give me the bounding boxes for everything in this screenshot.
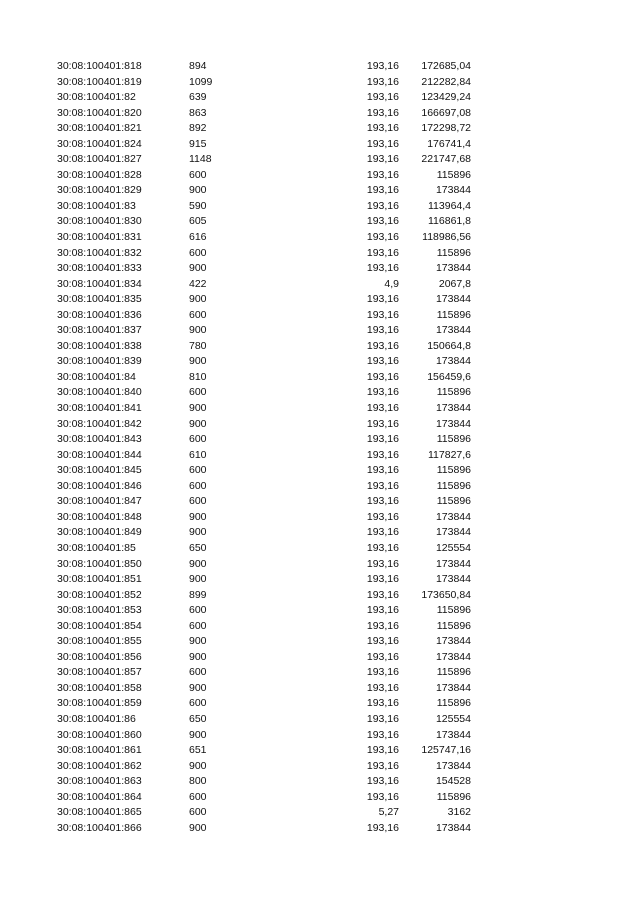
spreadsheet-table bbox=[0, 59, 640, 836]
cadastral-number-cell: 30:08:100401:857 bbox=[57, 666, 142, 679]
cadastral-number-cell: 30:08:100401:847 bbox=[57, 495, 142, 508]
table-row bbox=[0, 479, 640, 495]
table-row bbox=[0, 557, 640, 573]
rate-cell: 193,16 bbox=[366, 821, 399, 834]
cadastral-number-cell: 30:08:100401:829 bbox=[57, 184, 142, 197]
cadastral-number-cell: 30:08:100401:83 bbox=[57, 199, 136, 212]
rate-cell: 193,16 bbox=[366, 541, 399, 554]
area-cell: 590 bbox=[189, 199, 207, 212]
table-row bbox=[0, 790, 640, 806]
area-cell: 600 bbox=[189, 433, 207, 446]
total-cell: 115896 bbox=[436, 697, 471, 710]
table-row bbox=[0, 525, 640, 541]
total-cell: 173650,84 bbox=[421, 588, 471, 601]
table-row bbox=[0, 665, 640, 681]
rate-cell: 193,16 bbox=[366, 588, 399, 601]
cadastral-number-cell: 30:08:100401:845 bbox=[57, 464, 142, 477]
table-row bbox=[0, 370, 640, 386]
cadastral-number-cell: 30:08:100401:860 bbox=[57, 728, 142, 741]
cadastral-number-cell: 30:08:100401:866 bbox=[57, 821, 142, 834]
cadastral-number-cell: 30:08:100401:854 bbox=[57, 619, 142, 632]
cadastral-number-cell: 30:08:100401:848 bbox=[57, 510, 142, 523]
rate-cell: 193,16 bbox=[366, 744, 399, 757]
area-cell: 899 bbox=[189, 588, 207, 601]
rate-cell: 193,16 bbox=[366, 262, 399, 275]
table-row bbox=[0, 308, 640, 324]
cadastral-number-cell: 30:08:100401:820 bbox=[57, 106, 142, 119]
total-cell: 125554 bbox=[435, 541, 471, 554]
area-cell: 900 bbox=[189, 510, 207, 523]
table-row bbox=[0, 650, 640, 666]
rate-cell: 193,16 bbox=[366, 775, 399, 788]
total-cell: 115896 bbox=[436, 308, 471, 321]
cadastral-number-cell: 30:08:100401:827 bbox=[57, 153, 142, 166]
total-cell: 115896 bbox=[436, 246, 471, 259]
rate-cell: 193,16 bbox=[366, 339, 399, 352]
total-cell: 173844 bbox=[435, 262, 471, 275]
total-cell: 115896 bbox=[436, 790, 471, 803]
area-cell: 651 bbox=[189, 744, 207, 757]
area-cell: 900 bbox=[189, 402, 207, 415]
cadastral-number-cell: 30:08:100401:852 bbox=[57, 588, 142, 601]
table-row bbox=[0, 246, 640, 262]
rate-cell: 193,16 bbox=[366, 402, 399, 415]
cadastral-number-cell: 30:08:100401:855 bbox=[57, 635, 142, 648]
table-row bbox=[0, 199, 640, 215]
rate-cell: 193,16 bbox=[366, 448, 399, 461]
rate-cell: 193,16 bbox=[366, 510, 399, 523]
total-cell: 115896 bbox=[436, 433, 471, 446]
rate-cell: 193,16 bbox=[366, 728, 399, 741]
area-cell: 900 bbox=[189, 821, 207, 834]
rate-cell: 193,16 bbox=[366, 712, 399, 725]
total-cell: 173844 bbox=[435, 557, 471, 570]
table-row bbox=[0, 323, 640, 339]
table-row bbox=[0, 214, 640, 230]
rate-cell: 193,16 bbox=[366, 184, 399, 197]
table-row bbox=[0, 75, 640, 91]
table-row bbox=[0, 261, 640, 277]
area-cell: 600 bbox=[189, 666, 207, 679]
total-cell: 115896 bbox=[436, 479, 471, 492]
cadastral-number-cell: 30:08:100401:840 bbox=[57, 386, 142, 399]
rate-cell: 193,16 bbox=[366, 604, 399, 617]
table-row bbox=[0, 743, 640, 759]
total-cell: 173844 bbox=[435, 821, 471, 834]
table-row bbox=[0, 448, 640, 464]
rate-cell: 193,16 bbox=[366, 790, 399, 803]
area-cell: 894 bbox=[189, 60, 207, 72]
rate-cell: 193,16 bbox=[366, 557, 399, 570]
cadastral-number-cell: 30:08:100401:821 bbox=[57, 122, 142, 135]
cadastral-number-cell: 30:08:100401:864 bbox=[57, 790, 142, 803]
cadastral-number-cell: 30:08:100401:824 bbox=[57, 137, 142, 150]
total-cell: 176741,4 bbox=[427, 137, 471, 150]
rate-cell: 193,16 bbox=[366, 759, 399, 772]
area-cell: 600 bbox=[189, 790, 207, 803]
rate-cell: 193,16 bbox=[366, 355, 399, 368]
area-cell: 600 bbox=[189, 619, 207, 632]
area-cell: 863 bbox=[189, 106, 207, 119]
cadastral-number-cell: 30:08:100401:842 bbox=[57, 417, 142, 430]
total-cell: 173844 bbox=[435, 355, 471, 368]
table-row bbox=[0, 494, 640, 510]
total-cell: 115896 bbox=[436, 619, 471, 632]
total-cell: 123429,24 bbox=[421, 91, 471, 104]
cadastral-number-cell: 30:08:100401:841 bbox=[57, 402, 142, 415]
area-cell: 800 bbox=[189, 775, 207, 788]
area-cell: 900 bbox=[189, 417, 207, 430]
total-cell: 173844 bbox=[435, 184, 471, 197]
rate-cell: 193,16 bbox=[366, 122, 399, 135]
total-cell: 172685,04 bbox=[421, 60, 471, 72]
rate-cell: 193,16 bbox=[366, 495, 399, 508]
total-cell: 115896 bbox=[436, 464, 471, 477]
table-row bbox=[0, 277, 640, 293]
total-cell: 115896 bbox=[436, 604, 471, 617]
rate-cell: 193,16 bbox=[366, 199, 399, 212]
area-cell: 1148 bbox=[189, 153, 212, 166]
table-row bbox=[0, 417, 640, 433]
area-cell: 900 bbox=[189, 681, 207, 694]
rate-cell: 193,16 bbox=[366, 635, 399, 648]
cadastral-number-cell: 30:08:100401:832 bbox=[57, 246, 142, 259]
table-row bbox=[0, 572, 640, 588]
rate-cell: 193,16 bbox=[366, 697, 399, 710]
cadastral-number-cell: 30:08:100401:863 bbox=[57, 775, 142, 788]
cadastral-number-cell: 30:08:100401:86 bbox=[57, 712, 136, 725]
cadastral-number-cell: 30:08:100401:861 bbox=[57, 744, 142, 757]
table-row bbox=[0, 805, 640, 821]
total-cell: 173844 bbox=[435, 681, 471, 694]
cadastral-number-cell: 30:08:100401:856 bbox=[57, 650, 142, 663]
table-row bbox=[0, 712, 640, 728]
area-cell: 600 bbox=[189, 246, 207, 259]
area-cell: 650 bbox=[189, 541, 207, 554]
area-cell: 600 bbox=[189, 604, 207, 617]
cadastral-number-cell: 30:08:100401:858 bbox=[57, 681, 142, 694]
cadastral-number-cell: 30:08:100401:818 bbox=[57, 60, 142, 72]
table-row bbox=[0, 432, 640, 448]
rate-cell: 193,16 bbox=[366, 91, 399, 104]
rate-cell: 193,16 bbox=[366, 106, 399, 119]
table-row bbox=[0, 137, 640, 153]
total-cell: 173844 bbox=[435, 635, 471, 648]
cadastral-number-cell: 30:08:100401:836 bbox=[57, 308, 142, 321]
table-row bbox=[0, 230, 640, 246]
rate-cell: 193,16 bbox=[366, 681, 399, 694]
table-row bbox=[0, 183, 640, 199]
area-cell: 600 bbox=[189, 495, 207, 508]
total-cell: 221747,68 bbox=[421, 153, 471, 166]
area-cell: 650 bbox=[189, 712, 207, 725]
table-row bbox=[0, 728, 640, 744]
rate-cell: 193,16 bbox=[366, 153, 399, 166]
area-cell: 915 bbox=[189, 137, 207, 150]
table-row bbox=[0, 759, 640, 775]
rate-cell: 4,9 bbox=[384, 277, 399, 290]
total-cell: 2067,8 bbox=[438, 277, 471, 290]
table-row bbox=[0, 339, 640, 355]
cadastral-number-cell: 30:08:100401:834 bbox=[57, 277, 142, 290]
area-cell: 900 bbox=[189, 262, 207, 275]
total-cell: 125747,16 bbox=[421, 744, 471, 757]
cadastral-number-cell: 30:08:100401:831 bbox=[57, 231, 142, 244]
rate-cell: 193,16 bbox=[366, 619, 399, 632]
cadastral-number-cell: 30:08:100401:843 bbox=[57, 433, 142, 446]
rate-cell: 193,16 bbox=[366, 215, 399, 228]
rate-cell: 193,16 bbox=[366, 650, 399, 663]
rate-cell: 193,16 bbox=[366, 308, 399, 321]
cadastral-number-cell: 30:08:100401:819 bbox=[57, 75, 142, 88]
table-row bbox=[0, 603, 640, 619]
cadastral-number-cell: 30:08:100401:835 bbox=[57, 293, 142, 306]
cadastral-number-cell: 30:08:100401:844 bbox=[57, 448, 142, 461]
total-cell: 125554 bbox=[435, 712, 471, 725]
cadastral-number-cell: 30:08:100401:853 bbox=[57, 604, 142, 617]
area-cell: 900 bbox=[189, 635, 207, 648]
rate-cell: 5,27 bbox=[378, 806, 399, 819]
total-cell: 173844 bbox=[435, 573, 471, 586]
cadastral-number-cell: 30:08:100401:837 bbox=[57, 324, 142, 337]
area-cell: 600 bbox=[189, 697, 207, 710]
table-row bbox=[0, 619, 640, 635]
table-row bbox=[0, 106, 640, 122]
cadastral-number-cell: 30:08:100401:828 bbox=[57, 168, 142, 181]
area-cell: 900 bbox=[189, 573, 207, 586]
rate-cell: 193,16 bbox=[366, 60, 399, 72]
area-cell: 892 bbox=[189, 122, 207, 135]
total-cell: 115896 bbox=[436, 168, 471, 181]
total-cell: 154528 bbox=[435, 775, 471, 788]
table-row bbox=[0, 354, 640, 370]
area-cell: 900 bbox=[189, 293, 207, 306]
area-cell: 600 bbox=[189, 168, 207, 181]
rate-cell: 193,16 bbox=[366, 417, 399, 430]
area-cell: 610 bbox=[189, 448, 207, 461]
table-row bbox=[0, 696, 640, 712]
total-cell: 173844 bbox=[435, 324, 471, 337]
total-cell: 113964,4 bbox=[427, 199, 471, 212]
total-cell: 212282,84 bbox=[421, 75, 471, 88]
rate-cell: 193,16 bbox=[366, 386, 399, 399]
area-cell: 605 bbox=[189, 215, 207, 228]
cadastral-number-cell: 30:08:100401:839 bbox=[57, 355, 142, 368]
total-cell: 172298,72 bbox=[421, 122, 471, 135]
table-row bbox=[0, 541, 640, 557]
total-cell: 115896 bbox=[436, 386, 471, 399]
area-cell: 900 bbox=[189, 650, 207, 663]
total-cell: 173844 bbox=[435, 402, 471, 415]
rate-cell: 193,16 bbox=[366, 231, 399, 244]
area-cell: 900 bbox=[189, 324, 207, 337]
rate-cell: 193,16 bbox=[366, 370, 399, 383]
table-row bbox=[0, 401, 640, 417]
table-row bbox=[0, 385, 640, 401]
rate-cell: 193,16 bbox=[366, 75, 399, 88]
total-cell: 116861,8 bbox=[427, 215, 471, 228]
table-row bbox=[0, 510, 640, 526]
rate-cell: 193,16 bbox=[366, 573, 399, 586]
total-cell: 173844 bbox=[435, 759, 471, 772]
table-row bbox=[0, 463, 640, 479]
table-row bbox=[0, 681, 640, 697]
total-cell: 115896 bbox=[436, 666, 471, 679]
area-cell: 600 bbox=[189, 386, 207, 399]
total-cell: 118986,56 bbox=[422, 231, 471, 244]
cadastral-number-cell: 30:08:100401:85 bbox=[57, 541, 136, 554]
cadastral-number-cell: 30:08:100401:850 bbox=[57, 557, 142, 570]
total-cell: 156459,6 bbox=[427, 370, 471, 383]
cadastral-number-cell: 30:08:100401:862 bbox=[57, 759, 142, 772]
total-cell: 150664,8 bbox=[427, 339, 471, 352]
table-row bbox=[0, 168, 640, 184]
total-cell: 117827,6 bbox=[427, 448, 471, 461]
rate-cell: 193,16 bbox=[366, 293, 399, 306]
total-cell: 173844 bbox=[435, 293, 471, 306]
table-row bbox=[0, 634, 640, 650]
cadastral-number-cell: 30:08:100401:82 bbox=[57, 91, 136, 104]
area-cell: 900 bbox=[189, 728, 207, 741]
rate-cell: 193,16 bbox=[366, 526, 399, 539]
table-row bbox=[0, 292, 640, 308]
total-cell: 3162 bbox=[447, 806, 471, 819]
area-cell: 616 bbox=[189, 231, 207, 244]
total-cell: 173844 bbox=[435, 510, 471, 523]
cadastral-number-cell: 30:08:100401:830 bbox=[57, 215, 142, 228]
rate-cell: 193,16 bbox=[366, 324, 399, 337]
cadastral-number-cell: 30:08:100401:84 bbox=[57, 370, 136, 383]
rate-cell: 193,16 bbox=[366, 137, 399, 150]
cadastral-number-cell: 30:08:100401:838 bbox=[57, 339, 142, 352]
table-row bbox=[0, 588, 640, 604]
table-row bbox=[0, 121, 640, 137]
total-cell: 173844 bbox=[435, 417, 471, 430]
area-cell: 810 bbox=[189, 370, 207, 383]
total-cell: 115896 bbox=[436, 495, 471, 508]
table-row bbox=[0, 774, 640, 790]
table-row bbox=[0, 821, 640, 837]
area-cell: 900 bbox=[189, 759, 207, 772]
area-cell: 900 bbox=[189, 355, 207, 368]
area-cell: 900 bbox=[189, 557, 207, 570]
area-cell: 600 bbox=[189, 479, 207, 492]
rate-cell: 193,16 bbox=[366, 246, 399, 259]
cadastral-number-cell: 30:08:100401:859 bbox=[57, 697, 142, 710]
rate-cell: 193,16 bbox=[366, 464, 399, 477]
area-cell: 639 bbox=[189, 91, 207, 104]
area-cell: 422 bbox=[189, 277, 207, 290]
area-cell: 900 bbox=[189, 526, 207, 539]
cadastral-number-cell: 30:08:100401:846 bbox=[57, 479, 142, 492]
table-row bbox=[0, 59, 640, 75]
area-cell: 900 bbox=[189, 184, 207, 197]
rate-cell: 193,16 bbox=[366, 666, 399, 679]
cadastral-number-cell: 30:08:100401:865 bbox=[57, 806, 142, 819]
table-row bbox=[0, 152, 640, 168]
rate-cell: 193,16 bbox=[366, 479, 399, 492]
area-cell: 780 bbox=[189, 339, 207, 352]
table-row bbox=[0, 90, 640, 106]
rate-cell: 193,16 bbox=[366, 433, 399, 446]
cadastral-number-cell: 30:08:100401:851 bbox=[57, 573, 142, 586]
cadastral-number-cell: 30:08:100401:849 bbox=[57, 526, 142, 539]
total-cell: 173844 bbox=[435, 650, 471, 663]
area-cell: 600 bbox=[189, 464, 207, 477]
cadastral-number-cell: 30:08:100401:833 bbox=[57, 262, 142, 275]
area-cell: 600 bbox=[189, 308, 207, 321]
area-cell: 600 bbox=[189, 806, 207, 819]
rate-cell: 193,16 bbox=[366, 168, 399, 181]
total-cell: 166697,08 bbox=[421, 106, 471, 119]
total-cell: 173844 bbox=[435, 526, 471, 539]
area-cell: 1099 bbox=[189, 75, 213, 88]
total-cell: 173844 bbox=[435, 728, 471, 741]
